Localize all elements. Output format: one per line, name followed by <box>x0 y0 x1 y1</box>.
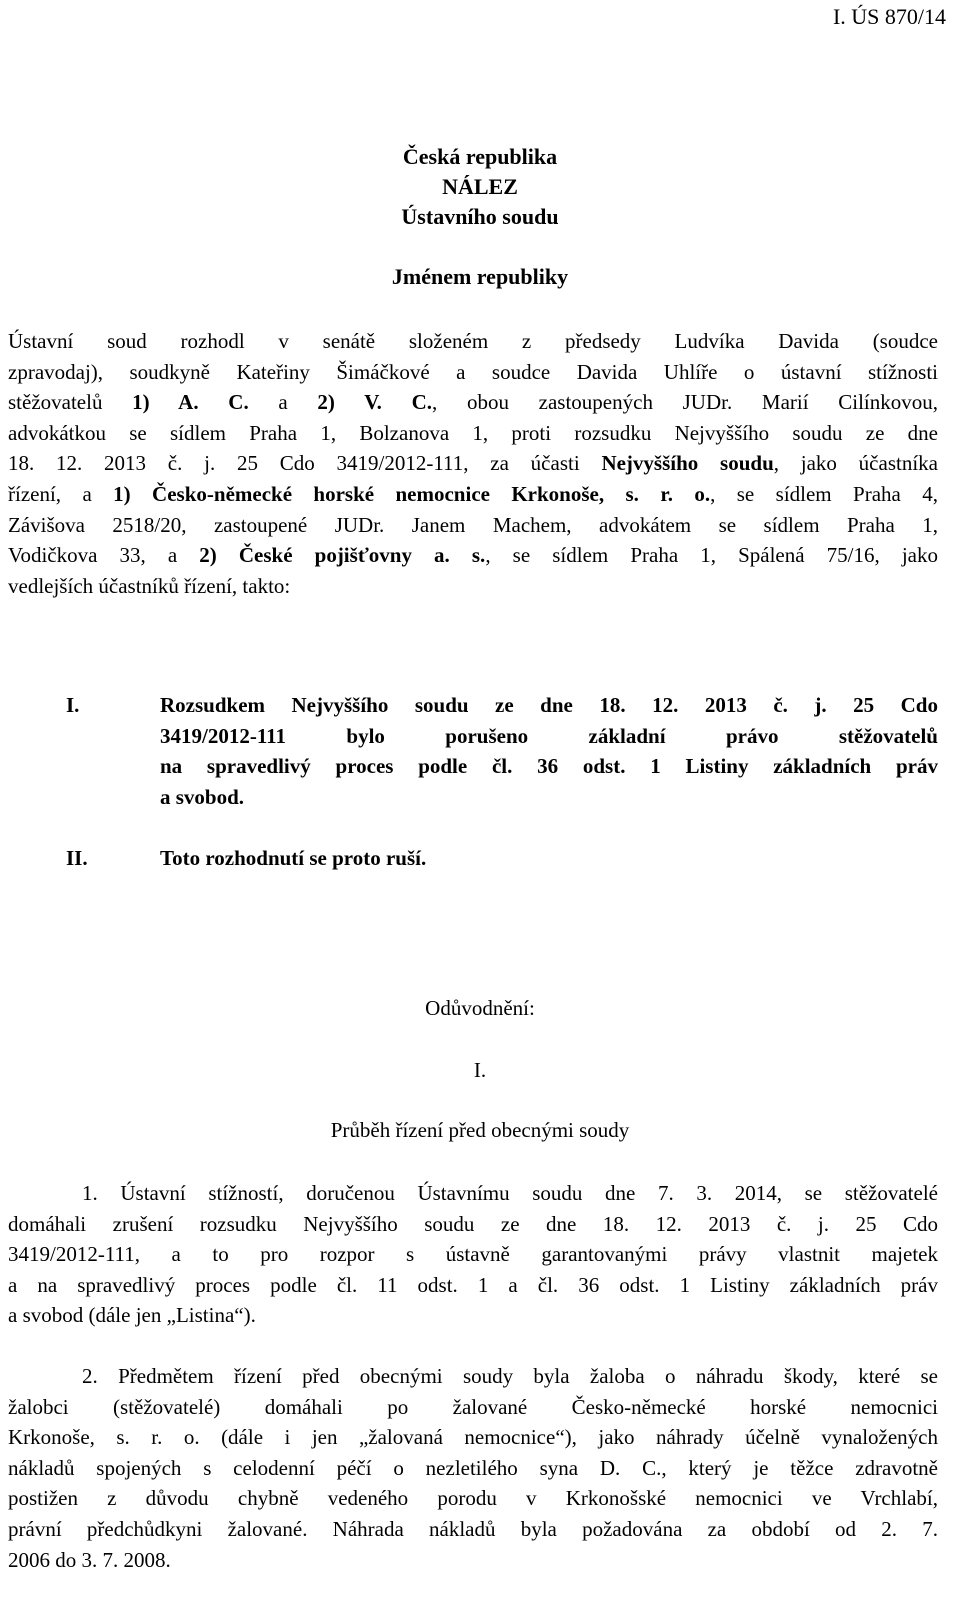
verdict-number: I. <box>66 693 80 717</box>
text-run: řízení, a <box>8 481 114 506</box>
intro-line: vedlejších účastníků řízení, takto: <box>8 573 291 598</box>
verdict-text <box>160 690 938 812</box>
paragraph-line: 3419/2012-111, a to pro rozpor s ústavně garantovanými právy vlastnit majetek <box>8 1242 938 1267</box>
paragraph-line: a na spravedlivý proces podle čl. 11 odst. 1 a čl. 36 odst. 1 Listiny základních práv <box>8 1272 938 1297</box>
text-run: , se sídlem Praha 1, Spálená 75/16, jako <box>485 543 938 568</box>
intro-line: Závišova 2518/20, zastoupené JUDr. Janem Machem, advokátem se sídlem Praha 1, <box>8 512 938 537</box>
title-type: NÁLEZ <box>442 174 518 199</box>
title-court: Ústavního soudu <box>401 204 559 229</box>
reasoning-heading: Odůvodnění: <box>425 996 535 1020</box>
text-run: , jako účastníka <box>773 451 938 476</box>
text-run: Vodičkova 33, a <box>8 543 200 568</box>
intro-line <box>8 540 938 571</box>
verdict-line: na spravedlivý proces podle čl. 36 odst. 1 Listiny základních práv <box>160 754 938 778</box>
verdict-line: Rozsudkem Nejvyššího soudu ze dne 18. 12. 2013 č. j. 25 Cdo <box>160 693 938 717</box>
paragraph-line: právní předchůdkyni žalované. Náhrada nákladů byla požadována za období od 2. 7. <box>8 1516 938 1541</box>
intro-line <box>8 387 938 418</box>
title-country: Česká republika <box>402 144 558 169</box>
party-name: 2) České pojišťovny a. s. <box>199 543 486 568</box>
text-run: stěžovatelů <box>8 390 133 415</box>
paragraph-line: žalobci (stěžovatelé) domáhali po žalované Česko-německé horské nemocnici <box>8 1394 938 1419</box>
section-title: Průběh řízení před obecnými soudy <box>330 1118 630 1142</box>
paragraph-line: postižen z důvodu chybně vedeného porodu v Krkonošské nemocnici ve Vrchlabí, <box>8 1486 938 1511</box>
in-name-of-republic: Jménem republiky <box>391 264 569 289</box>
document-title <box>0 142 960 232</box>
verdict-line: a svobod. <box>160 784 245 809</box>
intro-line <box>8 448 938 479</box>
paragraph-line: nákladů spojených s celodenní péčí o nezletilého syna D. C., který je těžce zdravotně <box>8 1455 938 1480</box>
party-name: 1) A. C. <box>132 390 249 415</box>
case-reference: I. ÚS 870/14 <box>832 4 946 29</box>
section-number: I. <box>473 1058 487 1082</box>
paragraph-line: domáhali zrušení rozsudku Nejvyššího soudu ze dne 18. 12. 2013 č. j. 25 Cdo <box>8 1211 938 1236</box>
verdict-text <box>160 843 938 874</box>
party-name: 1) Česko-německé horské nemocnice Krkonoše, s. r. o. <box>113 481 711 506</box>
party-name: Nejvyššího soudu <box>601 451 774 476</box>
intro-paragraph <box>8 326 938 601</box>
paragraph-2 <box>8 1361 938 1575</box>
intro-line: Ústavní soud rozhodl v senátě složeném z předsedy Ludvíka Davida (soudce <box>8 329 938 353</box>
text-run: , se sídlem Praha 4, <box>710 481 938 506</box>
paragraph-line: Krkonoše, s. r. o. (dále i jen „žalovaná nemocnice“), jako náhrady účelně vynaložených <box>8 1425 938 1450</box>
intro-line <box>8 479 938 510</box>
verdict-number: II. <box>66 846 88 870</box>
intro-line: zpravodaj), soudkyně Kateřiny Šimáčkové a soudce Davida Uhlíře o ústavní stížnosti <box>8 359 938 384</box>
paragraph-line: 2006 do 3. 7. 2008. <box>8 1547 171 1572</box>
verdict-line: Toto rozhodnutí se proto ruší. <box>160 846 427 870</box>
intro-line: advokátkou se sídlem Praha 1, Bolzanova 1, proti rozsudku Nejvyššího soudu ze dne <box>8 420 938 445</box>
paragraph-line: 2. Předmětem řízení před obecnými soudy byla žaloba o náhradu škody, které se <box>82 1364 938 1388</box>
paragraph-1 <box>8 1178 938 1331</box>
verdict-line: 3419/2012-111 bylo porušeno základní právo stěžovatelů <box>160 723 938 748</box>
party-name: 2) V. C. <box>317 390 433 415</box>
text-run: 18. 12. 2013 č. j. 25 Cdo 3419/2012-111, za účasti <box>8 451 602 476</box>
paragraph-line: a svobod (dále jen „Listina“). <box>8 1303 256 1328</box>
text-run: , obou zastoupených JUDr. Marií Cilínkovou, <box>432 390 939 415</box>
text-run: a <box>248 390 318 415</box>
paragraph-line: 1. Ústavní stížností, doručenou Ústavnímu soudu dne 7. 3. 2014, se stěžovatelé <box>82 1181 938 1205</box>
